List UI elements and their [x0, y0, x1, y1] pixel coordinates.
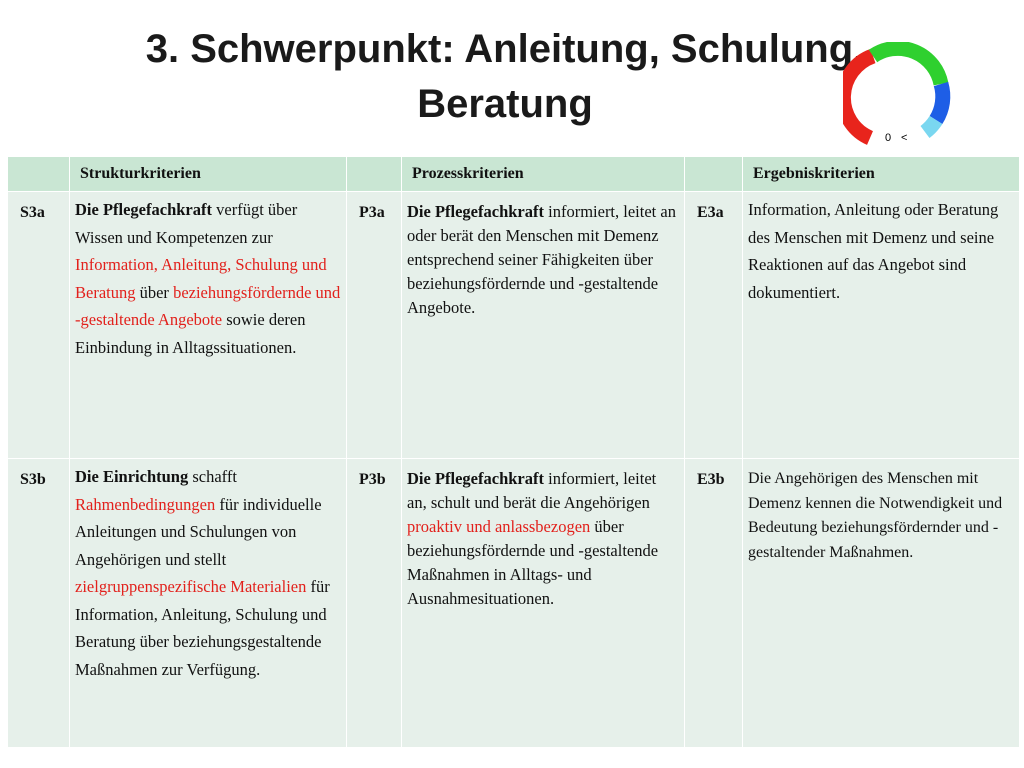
gauge-arc-green — [873, 48, 941, 84]
highlight-text: Rahmenbedingungen — [75, 494, 216, 514]
cell-text: schafft — [188, 467, 237, 486]
p-code-cell: P3b — [347, 459, 402, 748]
p-code-cell: P3a — [347, 192, 402, 459]
slide-title-line1: 3. Schwerpunkt: Anleitung, Schulung, — [145, 27, 865, 71]
highlight-text: zielgruppenspezifische Materialien — [75, 577, 307, 596]
s-code-cell: S3b — [8, 459, 70, 748]
cell-text: über — [135, 282, 174, 302]
cell-text: sowie deren Einbindung in Alltagssituationen. — [75, 310, 306, 357]
gauge-arc-blue — [936, 84, 943, 120]
table-row — [8, 192, 1020, 459]
highlight-text: Information, Anleitung, Schulung und Beratung — [75, 255, 327, 302]
header-empty-cell — [8, 157, 70, 192]
s-text-cell — [70, 192, 347, 459]
highlight-text: beziehungsfördernde und -gestaltende Angebote — [75, 282, 341, 329]
highlight-text: proaktiv und anlassbezogen — [407, 517, 591, 536]
gauge-arrow-label: < — [901, 132, 908, 144]
e-text-cell — [743, 192, 1020, 459]
header-prozess: Prozesskriterien — [402, 157, 685, 192]
bold-text: Die Pflegefachkraft — [407, 469, 544, 488]
s-code-cell: S3a — [8, 192, 70, 459]
gauge-arc-cyan — [925, 120, 936, 132]
p-text-cell — [402, 192, 685, 459]
s-text-cell — [70, 459, 347, 748]
slide-title-line2: Beratung — [417, 82, 593, 126]
header-ergebnis: Ergebniskriterien — [743, 157, 1020, 192]
slide-title — [60, 22, 950, 132]
cell-text: für individuelle Anleitungen und Schulungen von Angehörigen und stellt — [75, 494, 322, 569]
table-row — [8, 459, 1020, 748]
bold-text: Die Pflegefachkraft — [407, 202, 544, 221]
gauge-zero-label: 0 — [885, 132, 892, 144]
cell-text: über beziehungsfördernde und -gestaltende Maßnahmen in Alltags- und Ausnahmesituationen. — [407, 517, 659, 608]
criteria-table — [7, 156, 1020, 748]
gauge-arc-red — [843, 56, 873, 138]
cell-text: Information, Anleitung oder Beratung des Menschen mit Demenz und seine Reaktionen auf das Angebot sind dokumentiert. — [748, 200, 999, 302]
cell-text: Die Angehörigen des Menschen mit Demenz kennen die Notwendigkeit und Bedeutung beziehungsfördernder und -gestaltender Maßnahmen. — [748, 470, 1003, 561]
header-struktur: Strukturkriterien — [70, 157, 347, 192]
bold-text: Die Einrichtung — [75, 467, 189, 486]
header-empty-cell — [347, 157, 402, 192]
e-code-cell: E3b — [685, 459, 743, 748]
bold-text: Die Pflegefachkraft — [75, 200, 212, 219]
gauge-ring-icon — [843, 42, 953, 147]
p-text-cell — [402, 459, 685, 748]
cell-text: verfügt über Wissen und Kompetenzen zur — [75, 200, 298, 247]
cell-text: informiert, leitet an, schult und berät die Angehörigen — [407, 469, 657, 512]
cell-text: für Information, Anleitung, Schulung und Beratung über beziehungsgestaltende Maßnahmen zur Verfügung. — [75, 577, 330, 679]
header-empty-cell — [685, 157, 743, 192]
e-text-cell — [743, 459, 1020, 748]
e-code-cell: E3a — [685, 192, 743, 459]
table-header-row — [8, 157, 1020, 192]
cell-text: informiert, leitet an oder berät den Menschen mit Demenz entsprechend seiner Fähigkeiten über beziehungsfördernde und -gestaltende Angebote. — [407, 202, 676, 317]
